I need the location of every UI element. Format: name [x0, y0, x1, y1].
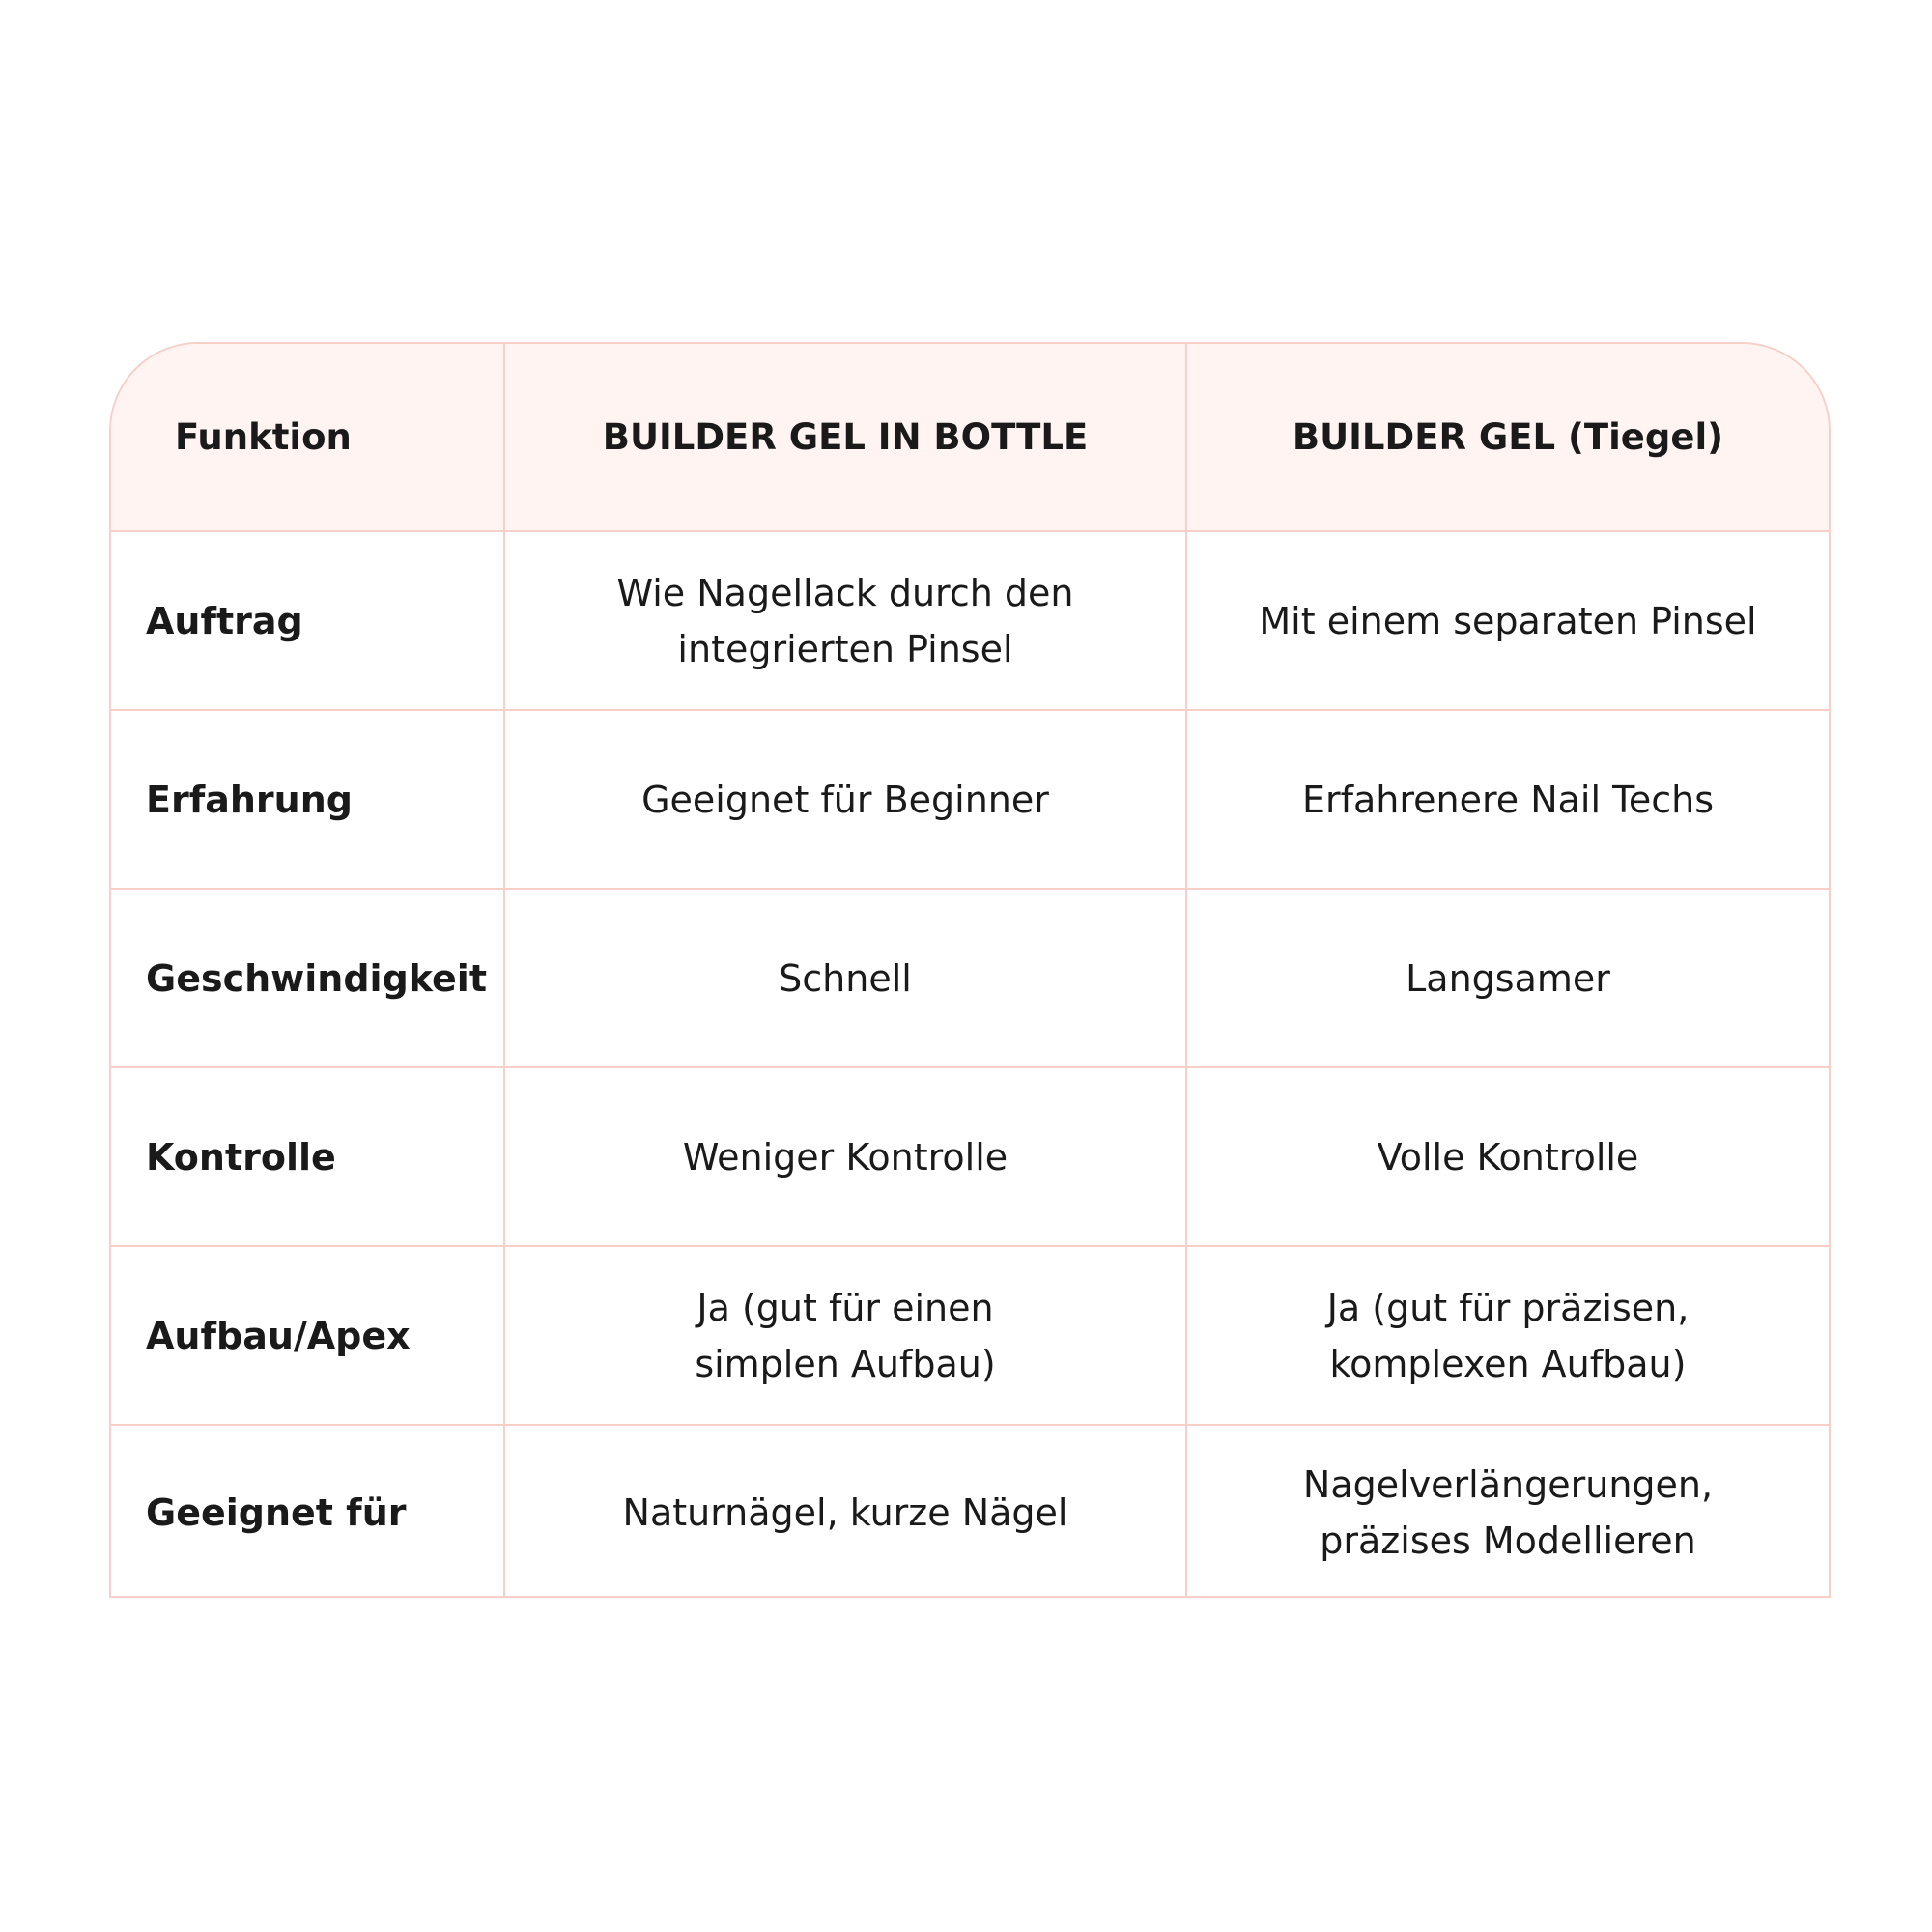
tiegel-cell: Langsamer: [1185, 890, 1829, 1066]
table-row: [111, 888, 1829, 1066]
row-label: Geschwindigkeit: [146, 956, 487, 1000]
header-builder-gel-tiegel: BUILDER GEL (Tiegel): [1185, 344, 1829, 530]
table-row: [111, 709, 1829, 888]
row-label: Aufbau/Apex: [146, 1314, 411, 1357]
table-row: [111, 1245, 1829, 1424]
table-row: [111, 1066, 1829, 1245]
tiegel-cell: Ja (gut für präzisen, komplexen Aufbau): [1185, 1247, 1829, 1424]
bottle-cell: Naturnägel, kurze Nägel: [503, 1426, 1185, 1598]
table-row: [111, 1424, 1829, 1598]
bottle-cell: Wie Nagellack durch den integrierten Pinsel: [503, 532, 1185, 709]
bottle-cell: Geeignet für Beginner: [503, 711, 1185, 888]
header-funktion: Funktion: [175, 415, 352, 458]
table-header-row: [111, 344, 1829, 530]
row-label: Geeignet für: [146, 1492, 407, 1534]
tiegel-cell: Mit einem separaten Pinsel: [1185, 532, 1829, 709]
row-label: Erfahrung: [146, 778, 353, 821]
row-label: Kontrolle: [146, 1135, 336, 1179]
table-row: [111, 530, 1829, 709]
tiegel-cell: Erfahrenere Nail Techs: [1185, 711, 1829, 888]
header-builder-gel-in-bottle: BUILDER GEL IN BOTTLE: [503, 344, 1185, 530]
bottle-cell: Weniger Kontrolle: [503, 1068, 1185, 1245]
row-label: Auftrag: [146, 599, 303, 642]
comparison-table: [109, 342, 1831, 1598]
bottle-cell: Ja (gut für einen simplen Aufbau): [503, 1247, 1185, 1424]
tiegel-cell: Volle Kontrolle: [1185, 1068, 1829, 1245]
tiegel-cell: Nagelverlängerungen, präzises Modellieren: [1185, 1426, 1829, 1598]
bottle-cell: Schnell: [503, 890, 1185, 1066]
